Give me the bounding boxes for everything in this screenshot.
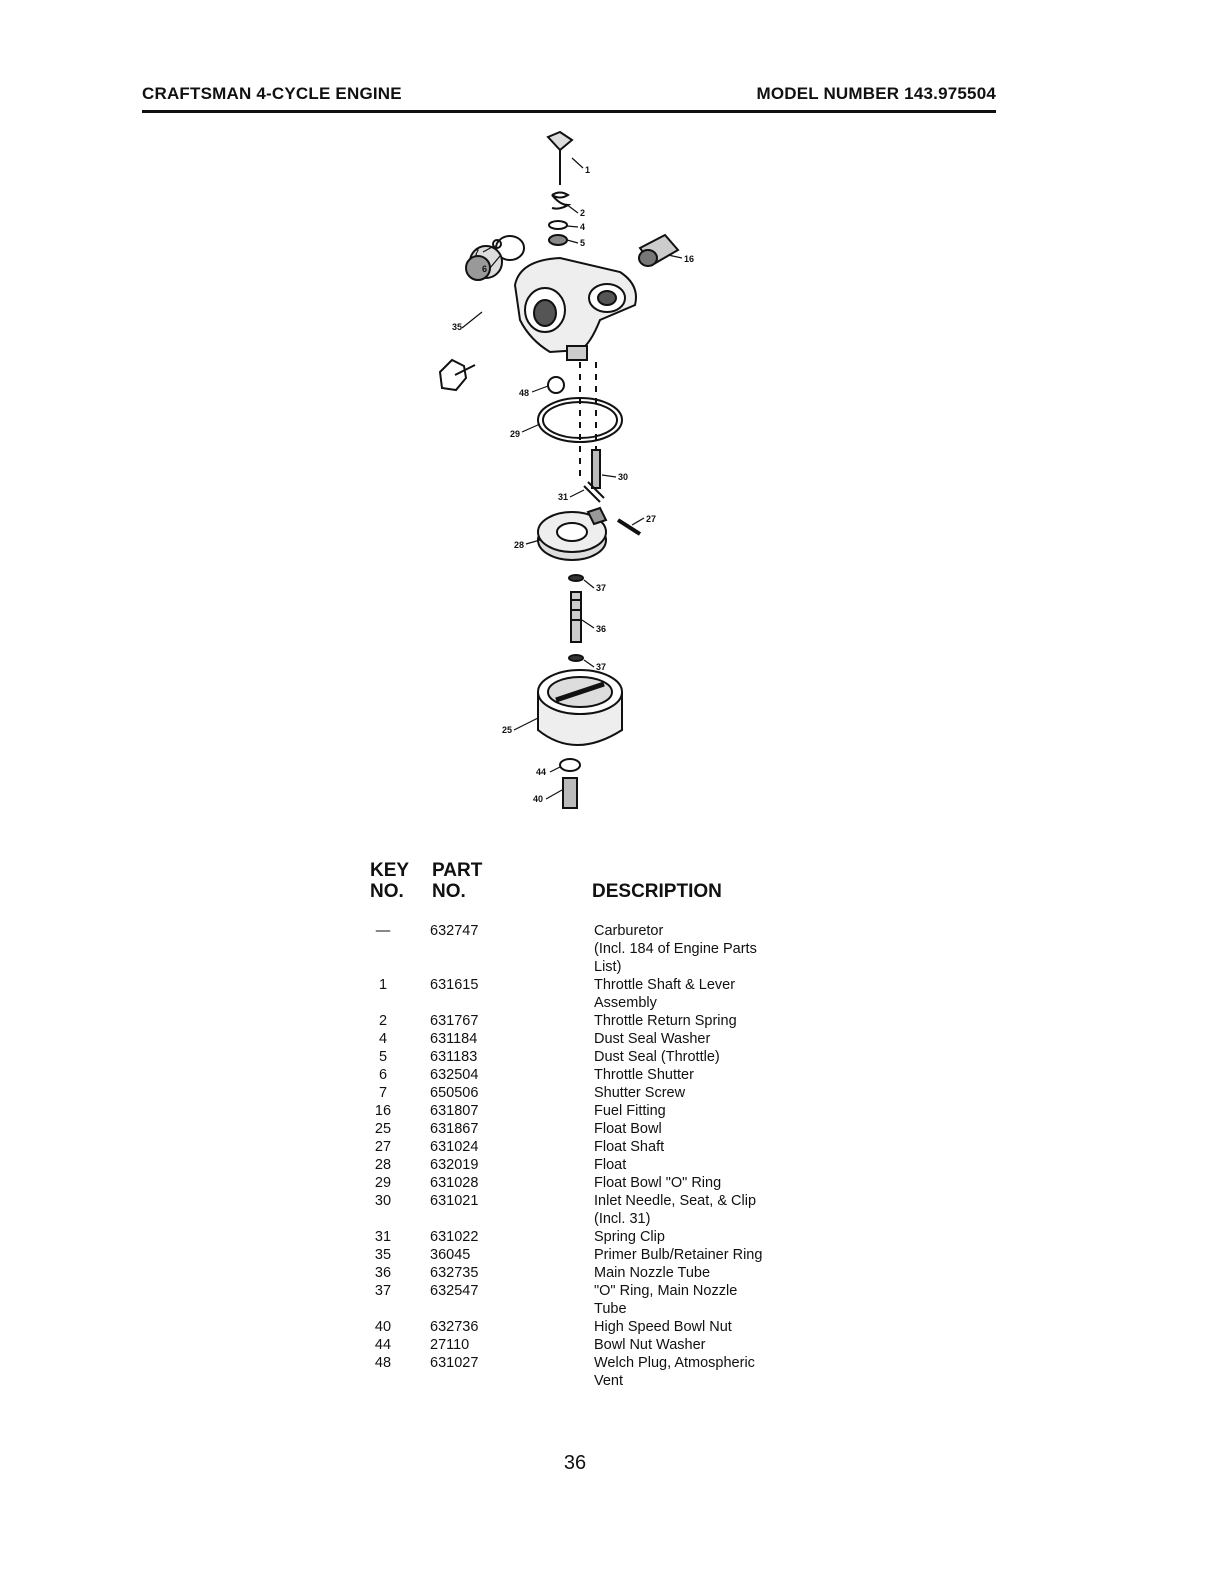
key-number: 4 [378, 1031, 388, 1047]
description-line: Throttle Shaft & Lever [594, 977, 736, 993]
description-line: Vent [594, 1373, 624, 1389]
part-description [594, 1354, 804, 1390]
table-row [360, 922, 880, 976]
table-row [360, 1228, 880, 1246]
part-description [594, 1282, 804, 1318]
key-number: 6 [378, 1067, 388, 1083]
key-number: 30 [374, 1193, 392, 1209]
table-row [360, 1174, 880, 1192]
key-number: 7 [378, 1085, 388, 1101]
description-line: (Incl. 31) [594, 1211, 651, 1227]
description-line: Tube [594, 1301, 627, 1317]
part-no-header [432, 860, 482, 902]
key-number: 44 [374, 1337, 392, 1353]
description-line: Float Bowl "O" Ring [594, 1175, 722, 1191]
key-number: 28 [374, 1157, 392, 1173]
callout-28: 28 [514, 540, 525, 550]
description-line: List) [594, 959, 622, 975]
table-row [360, 1102, 880, 1120]
key-number: 16 [374, 1103, 392, 1119]
table-row [360, 1264, 880, 1282]
part-number: 631615 [430, 977, 479, 993]
header-model-number: MODEL NUMBER 143.975504 [756, 84, 996, 103]
key-number: 40 [374, 1319, 392, 1335]
key-number: — [375, 923, 391, 939]
callout-44: 44 [536, 767, 547, 777]
table-row [360, 1012, 880, 1030]
callout-4: 4 [580, 222, 586, 232]
part-description [594, 1084, 804, 1102]
part-header-line1: PART [432, 860, 483, 881]
callout-31: 31 [558, 492, 569, 502]
key-no-header [370, 860, 409, 902]
description-line: Float Bowl [594, 1121, 662, 1137]
callout-36: 36 [596, 624, 607, 634]
part-description [594, 1120, 804, 1138]
callout-7: 7 [474, 248, 480, 258]
table-row [360, 1318, 880, 1336]
key-header-line2: NO. [370, 881, 404, 902]
part-description [594, 1012, 804, 1030]
key-number: 25 [374, 1121, 392, 1137]
page-number: 36 [563, 1452, 587, 1474]
table-row [360, 1246, 880, 1264]
part-description [594, 1138, 804, 1156]
callout-29: 29 [510, 429, 521, 439]
callout-5: 5 [580, 238, 586, 248]
part-number: 632504 [430, 1067, 479, 1083]
table-row [360, 1030, 880, 1048]
part-description [594, 1048, 804, 1066]
description-line: Main Nozzle Tube [594, 1265, 711, 1281]
callout-25: 25 [502, 725, 513, 735]
part-number: 631028 [430, 1175, 479, 1191]
part-description [594, 1030, 804, 1048]
table-row [360, 1048, 880, 1066]
part-number: 632747 [430, 923, 479, 939]
key-number: 2 [378, 1013, 388, 1029]
callout-37-upper: 37 [596, 583, 607, 593]
parts-list [360, 922, 880, 1390]
table-row [360, 1156, 880, 1174]
description-line: Dust Seal Washer [594, 1031, 711, 1047]
part-number: 632019 [430, 1157, 479, 1173]
key-number: 35 [374, 1247, 392, 1263]
part-number: 632736 [430, 1319, 479, 1335]
description-line: Bowl Nut Washer [594, 1337, 706, 1353]
table-row [360, 1084, 880, 1102]
part-number: 631767 [430, 1013, 479, 1029]
part-header-line2: NO. [432, 881, 466, 902]
description-line: Welch Plug, Atmospheric [594, 1355, 755, 1371]
key-number: 5 [378, 1049, 388, 1065]
part-number: 631027 [430, 1355, 479, 1371]
key-number: 1 [378, 977, 388, 993]
description-line: Float Shaft [594, 1139, 665, 1155]
description-header: DESCRIPTION [592, 881, 722, 902]
part-description [594, 1192, 804, 1228]
callout-35: 35 [452, 322, 463, 332]
description-line: Spring Clip [594, 1229, 665, 1245]
carburetor-exploded-diagram [400, 122, 730, 832]
part-description [594, 1228, 804, 1246]
table-row [360, 1138, 880, 1156]
part-number: 631807 [430, 1103, 479, 1119]
part-number: 631184 [430, 1031, 478, 1047]
description-line: (Incl. 184 of Engine Parts [594, 941, 757, 957]
description-line: Primer Bulb/Retainer Ring [594, 1247, 763, 1263]
table-row [360, 1336, 880, 1354]
header-title: CRAFTSMAN 4-CYCLE ENGINE [142, 84, 402, 103]
table-row [360, 1354, 880, 1390]
part-number: 650506 [430, 1085, 479, 1101]
description-line: Shutter Screw [594, 1085, 686, 1101]
table-row [360, 1066, 880, 1084]
part-description [594, 1318, 804, 1336]
key-number: 29 [374, 1175, 392, 1191]
callout-27: 27 [646, 514, 657, 524]
description-line: Throttle Return Spring [594, 1013, 737, 1029]
part-description [594, 1066, 804, 1084]
table-row [360, 1120, 880, 1138]
part-description [594, 1156, 804, 1174]
description-line: Inlet Needle, Seat, & Clip [594, 1193, 757, 1209]
callout-6: 6 [482, 264, 488, 274]
part-description [594, 1246, 804, 1264]
description-line: "O" Ring, Main Nozzle [594, 1283, 738, 1299]
key-number: 31 [374, 1229, 392, 1245]
table-row [360, 1282, 880, 1318]
key-number: 48 [374, 1355, 392, 1371]
part-description [594, 1264, 804, 1282]
key-header-line1: KEY [370, 860, 410, 881]
description-line: Assembly [594, 995, 657, 1011]
description-line: High Speed Bowl Nut [594, 1319, 732, 1335]
table-row [360, 1192, 880, 1228]
part-number: 631867 [430, 1121, 479, 1137]
callout-37-lower: 37 [596, 662, 607, 672]
part-number: 27110 [430, 1337, 470, 1353]
key-number: 36 [374, 1265, 392, 1281]
callout-40: 40 [533, 794, 544, 804]
callout-2: 2 [580, 208, 586, 218]
part-description [594, 1174, 804, 1192]
page-header [142, 84, 996, 113]
key-number: 27 [374, 1139, 392, 1155]
part-number: 632735 [430, 1265, 479, 1281]
part-number: 631183 [430, 1049, 478, 1065]
callout-1: 1 [585, 165, 591, 175]
part-description [594, 922, 804, 976]
table-row [360, 976, 880, 1012]
callout-30: 30 [618, 472, 629, 482]
part-number: 632547 [430, 1283, 479, 1299]
description-line: Throttle Shutter [594, 1067, 694, 1083]
description-line: Fuel Fitting [594, 1103, 666, 1119]
part-description [594, 1336, 804, 1354]
description-line: Dust Seal (Throttle) [594, 1049, 720, 1065]
part-number: 631021 [430, 1193, 479, 1209]
description-line: Carburetor [594, 923, 664, 939]
part-number: 631022 [430, 1229, 479, 1245]
part-description [594, 976, 804, 1012]
description-line: Float [594, 1157, 627, 1173]
part-description [594, 1102, 804, 1120]
key-number: 37 [374, 1283, 392, 1299]
callout-48: 48 [519, 388, 530, 398]
part-number: 631024 [430, 1139, 479, 1155]
callout-16: 16 [684, 254, 695, 264]
part-number: 36045 [430, 1247, 471, 1263]
